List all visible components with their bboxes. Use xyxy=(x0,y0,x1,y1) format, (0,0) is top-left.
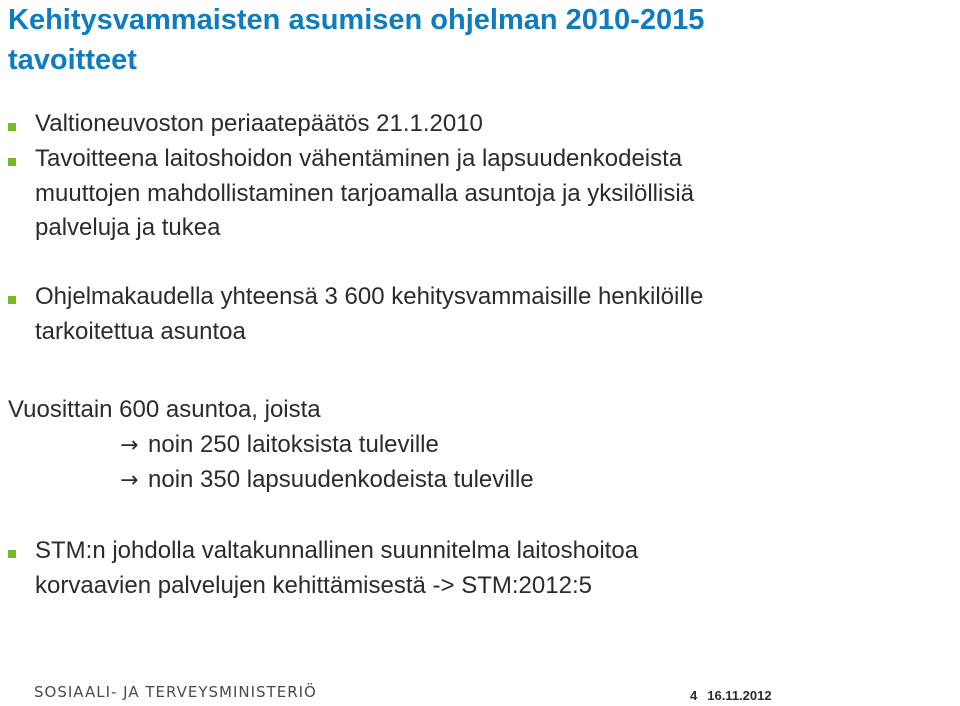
slide-title-line-1: Kehitysvammaisten asumisen ohjelman 2010-2015 xyxy=(8,4,705,36)
page-number: 4 xyxy=(690,688,698,703)
yearly-item-childhood-homes xyxy=(120,462,534,498)
bullet-square-icon xyxy=(8,158,26,176)
slide-title xyxy=(8,0,908,80)
yearly-item-institutions xyxy=(120,427,439,463)
bullet-line: Ohjelmakaudella yhteensä 3 600 kehitysvammaisille henkilöille xyxy=(35,283,704,310)
bullet-item-program-total xyxy=(35,280,703,349)
bullet-square-icon xyxy=(8,123,26,141)
bullet-line: palveluja ja tukea xyxy=(35,214,221,241)
slide-title-line-2: tavoitteet xyxy=(8,44,137,76)
bullet-square-icon xyxy=(8,296,26,314)
bullet-item-resolution xyxy=(35,107,483,142)
bullet-line: muuttojen mahdollistaminen tarjoamalla asuntoja ja yksilöllisiä xyxy=(35,179,694,207)
bullet-item-national-plan xyxy=(35,534,638,603)
arrow-right-icon: → xyxy=(120,468,139,493)
bullet-line: Tavoitteena laitoshoidon vähentäminen ja lapsuudenkodeista xyxy=(35,145,683,172)
bullet-square-icon xyxy=(8,550,26,568)
yearly-item-text: noin 250 laitoksista tuleville xyxy=(148,431,439,458)
footer-meta xyxy=(690,688,782,703)
bullet-item-goal xyxy=(35,142,694,246)
yearly-item-text: noin 350 lapsuudenkodeista tuleville xyxy=(148,466,534,493)
ministry-logo: SOSIAALI- JA TERVEYSMINISTERIÖ xyxy=(34,683,317,701)
slide-date: 16.11.2012 xyxy=(707,688,772,703)
yearly-heading: Vuosittain 600 asuntoa, joista xyxy=(8,396,321,423)
bullet-line: korvaavien palvelujen kehittämisestä -> STM:2012:5 xyxy=(35,571,592,599)
bullet-line: tarkoitettua asuntoa xyxy=(35,317,246,345)
arrow-right-icon: → xyxy=(120,433,139,458)
bullet-line: STM:n johdolla valtakunnallinen suunnitelma laitoshoitoa xyxy=(35,537,639,564)
bullet-line: Valtioneuvoston periaatepäätös 21.1.2010 xyxy=(35,110,483,137)
